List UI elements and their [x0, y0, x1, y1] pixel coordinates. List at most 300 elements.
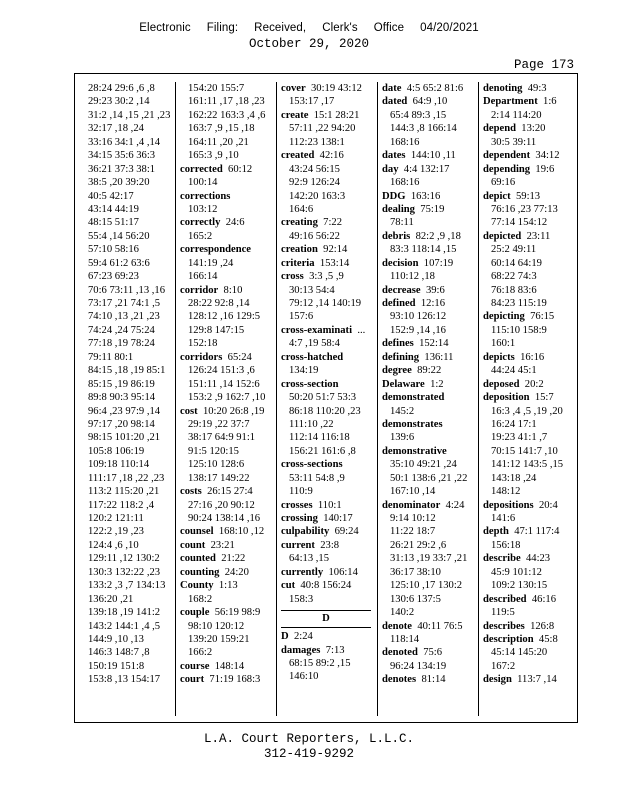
index-entry: counting 24:20 — [180, 566, 249, 578]
index-reference-line: 100:14 — [188, 177, 218, 189]
index-reference-line: 156:21 161:6 ,8 — [289, 445, 356, 457]
index-entry: Department 1:6 — [483, 96, 557, 108]
reporter-phone: 312-419-9292 — [263, 747, 354, 761]
index-reference-line: 34:15 35:6 36:3 — [88, 150, 156, 162]
index-reference-line: 76:18 83:6 — [491, 284, 537, 296]
index-reference-line: 77:18 ,19 78:24 — [88, 338, 155, 350]
index-term: create — [281, 109, 309, 121]
index-reference-line: 139:20 159:21 — [188, 633, 250, 645]
index-reference-line: 96:4 ,23 97:9 ,14 — [88, 405, 161, 417]
index-term: denotes — [382, 674, 417, 686]
index-reference-line: 67:23 69:23 — [88, 271, 139, 283]
index-term: crosses — [281, 499, 313, 511]
index-term: count — [180, 539, 206, 551]
index-reference-line: 30:5 39:11 — [491, 136, 537, 148]
index-reference-line: 96:24 134:19 — [390, 660, 447, 672]
index-reference-line: 139:18 ,19 141:2 — [88, 607, 161, 619]
index-term: counting — [180, 566, 220, 578]
index-reference-line: 125:10 128:6 — [188, 459, 245, 471]
index-entry: denoted 75:6 — [382, 647, 443, 659]
index-term: cross-examinati — [281, 324, 353, 336]
index-entry — [281, 351, 377, 364]
index-reference-line: 2:14 114:20 — [491, 109, 542, 121]
index-entry: cross-examinati ... — [281, 324, 366, 336]
index-term: denoting — [483, 83, 523, 94]
index-reference-line: 48:15 51:17 — [88, 217, 139, 229]
index-entry — [180, 243, 276, 256]
index-reference-line: 124:4 ,6 ,10 — [88, 539, 139, 551]
index-reference-line: 109:2 130:15 — [491, 580, 548, 592]
index-term: cut — [281, 580, 296, 592]
index-entry: date 4:5 65:2 81:6 — [382, 83, 464, 94]
index-entry: cross 3:3 ,5 ,9 — [281, 271, 344, 283]
index-term: counted — [180, 553, 216, 565]
index-reference-line: 140:2 — [390, 607, 415, 619]
index-reference-line: 146:3 148:7 ,8 — [88, 647, 150, 659]
index-entry: dated 64:9 ,10 — [382, 96, 448, 108]
index-reference-line: 89:8 90:3 95:14 — [88, 392, 156, 404]
index-reference-line: 73:17 ,21 74:1 ,5 — [88, 298, 161, 309]
index-reference-line: 38:17 64:9 91:1 — [188, 432, 256, 444]
index-term: criteria — [281, 257, 315, 269]
index-term: County — [180, 580, 214, 592]
index-reference-line: 110:12 ,18 — [390, 271, 435, 283]
index-term: depict — [483, 190, 511, 202]
index-reference-line: 141:12 143:5 ,15 — [491, 459, 564, 471]
index-entry: defining 136:11 — [382, 351, 454, 363]
index-entry: defined 12:16 — [382, 298, 445, 309]
index-term: depending — [483, 163, 531, 175]
index-reference-line: 152:18 — [188, 338, 218, 350]
index-entry: depicted 23:11 — [483, 230, 551, 242]
index-reference-line: 111:10 ,22 — [289, 418, 334, 430]
column-divider — [377, 82, 378, 716]
index-reference-line: 130:6 137:5 — [390, 593, 441, 605]
index-reference-line: 156:18 — [491, 539, 521, 551]
index-reference-line: 98:10 120:12 — [188, 620, 245, 632]
index-column — [88, 82, 180, 687]
index-entry: decision 107:19 — [382, 257, 454, 269]
index-term: dated — [382, 96, 408, 108]
index-reference-line: 163:7 ,9 ,15 ,18 — [188, 123, 255, 135]
index-reference-line: 84:15 ,18 ,19 85:1 — [88, 365, 166, 377]
index-reference-line: 9:14 10:12 — [390, 513, 436, 524]
index-reference-line: 29:19 ,22 37:7 — [188, 418, 250, 430]
page-footer — [0, 732, 618, 762]
index-reference-line: 45:9 101:12 — [491, 566, 542, 578]
index-entry: create 15:1 28:21 — [281, 109, 360, 121]
index-reference-line: 112:23 138:1 — [289, 136, 345, 148]
index-reference-line: 142:20 163:3 — [289, 190, 346, 202]
index-term: date — [382, 83, 402, 94]
index-entry — [382, 391, 478, 404]
section-divider — [281, 606, 377, 630]
index-term: depicting — [483, 311, 525, 323]
index-reference-line: 138:17 149:22 — [188, 472, 250, 484]
index-entry — [382, 445, 478, 458]
index-entry: corridors 65:24 — [180, 351, 252, 363]
index-reference-line: 77:14 154:12 — [491, 217, 548, 229]
filing-word: Office — [373, 22, 405, 34]
index-term: defines — [382, 338, 414, 350]
index-term: currently — [281, 566, 324, 578]
index-term: dates — [382, 150, 406, 162]
index-reference-line: 113:2 115:20 ,21 — [88, 486, 160, 498]
index-reference-line: 164:6 — [289, 203, 314, 215]
index-reference-line: 50:1 138:6 ,21 ,22 — [390, 472, 468, 484]
index-reference-line: 31:2 ,14 ,15 ,21 ,23 — [88, 109, 171, 121]
index-term: decision — [382, 257, 419, 269]
index-entry: created 42:16 — [281, 150, 344, 162]
index-term: design — [483, 674, 512, 686]
index-entry: dependent 34:12 — [483, 150, 560, 162]
index-reference-line: 168:16 — [390, 136, 420, 148]
index-reference-line: 64:13 ,15 — [289, 553, 330, 565]
index-term: crossing — [281, 513, 318, 524]
index-reference-line: 153:8 ,13 154:17 — [88, 674, 161, 686]
index-reference-line: 118:14 — [390, 633, 420, 645]
index-reference-line: 38:5 ,20 39:20 — [88, 177, 150, 189]
index-reference-line: 165:3 ,9 ,10 — [188, 150, 239, 162]
index-term: counsel — [180, 526, 214, 538]
index-entry: court 71:19 168:3 — [180, 674, 261, 686]
index-entry: corridor 8:10 — [180, 284, 243, 296]
index-term: depositions — [483, 499, 534, 511]
index-entry: dealing 75:19 — [382, 203, 445, 215]
index-entry: crossing 140:17 — [281, 513, 353, 524]
index-reference-line: 128:12 ,16 129:5 — [188, 311, 261, 323]
index-reference-line: 141:19 ,24 — [188, 257, 234, 269]
index-term: cross-section — [281, 378, 339, 390]
index-entry: Delaware 1:2 — [382, 378, 444, 390]
index-term: correctly — [180, 217, 221, 229]
index-reference-line: 160:1 — [491, 338, 516, 350]
index-term: cross-hatched — [281, 351, 344, 363]
index-reference-line: 70:15 141:7 ,10 — [491, 445, 558, 457]
index-reference-line: 28:22 92:8 ,14 — [188, 298, 250, 309]
index-reference-line: 33:16 34:1 ,4 ,14 — [88, 136, 161, 148]
index-term: degree — [382, 365, 412, 377]
index-reference-line: 154:20 155:7 — [188, 83, 245, 94]
index-reference-line: 19:23 41:1 ,7 — [491, 432, 548, 444]
index-reference-line: 164:11 ,20 ,21 — [188, 136, 249, 148]
index-reference-line: 119:5 — [491, 607, 515, 619]
index-reference-line: 68:15 89:2 ,15 — [289, 657, 351, 669]
index-reference-line: 26:21 29:2 ,6 — [390, 539, 447, 551]
index-entry: corrected 60:12 — [180, 163, 253, 175]
index-entry: depicting 76:15 — [483, 311, 555, 323]
index-reference-line: 32:17 ,18 ,24 — [88, 123, 144, 135]
index-term: describes — [483, 620, 525, 632]
index-reference-line: 97:17 ,20 98:14 — [88, 418, 155, 430]
index-entry: creating 7:22 — [281, 217, 343, 229]
index-reference-line: 157:6 — [289, 311, 314, 323]
index-entry: cost 10:20 26:8 ,19 — [180, 405, 265, 417]
page-number: Page 173 — [513, 58, 574, 72]
index-reference-line: 93:10 126:12 — [390, 311, 447, 323]
index-entry: deposed 20:2 — [483, 378, 544, 390]
index-term: Delaware — [382, 378, 425, 390]
section-letter: D — [322, 613, 330, 625]
index-entry: cut 40:8 156:24 — [281, 580, 352, 592]
index-reference-line: 4:7 ,19 58:4 — [289, 338, 340, 350]
index-reference-line: 141:6 — [491, 513, 516, 524]
index-entry: debris 82:2 ,9 ,18 — [382, 230, 461, 242]
index-reference-line: 60:14 64:19 — [491, 257, 542, 269]
index-reference-line: 84:23 115:19 — [491, 298, 547, 309]
index-term: correspondence — [180, 244, 252, 256]
index-reference-line: 35:10 49:21 ,24 — [390, 459, 457, 471]
index-reference-line: 143:2 144:1 ,4 ,5 — [88, 620, 161, 632]
index-reference-line: 151:11 ,14 152:6 — [188, 378, 260, 390]
index-reference-line: 125:10 ,17 130:2 — [390, 580, 463, 592]
index-reference-line: 36:21 37:3 38:1 — [88, 163, 156, 175]
index-reference-line: 40:5 42:17 — [88, 190, 134, 202]
index-reference-line: 65:4 89:3 ,15 — [390, 109, 447, 121]
index-term: denominator — [382, 499, 441, 511]
index-reference-line: 165:2 — [188, 230, 213, 242]
index-reference-line: 150:19 151:8 — [88, 660, 145, 672]
index-term: cross-sections — [281, 459, 343, 471]
index-reference-line: 110:9 — [289, 486, 313, 498]
filing-stamp — [0, 22, 618, 34]
index-reference-line: 44:24 45:1 — [491, 365, 537, 377]
index-entry: count 23:21 — [180, 539, 235, 551]
index-term: deposed — [483, 378, 520, 390]
index-entry: course 148:14 — [180, 660, 245, 672]
index-reference-line: 59:4 61:2 63:6 — [88, 257, 150, 269]
index-reference-line: 134:19 — [289, 365, 319, 377]
column-divider — [276, 82, 277, 716]
index-entry: D 2:24 — [281, 631, 313, 643]
index-reference-line: 115:10 158:9 — [491, 324, 547, 336]
index-term: creation — [281, 244, 318, 256]
filing-word: Electronic — [139, 22, 191, 34]
index-entry — [382, 418, 478, 431]
index-term: depend — [483, 123, 516, 135]
index-entry: denoting 49:3 — [483, 83, 547, 94]
index-term: corrections — [180, 190, 231, 202]
index-term: defining — [382, 351, 420, 363]
index-column — [281, 82, 377, 684]
index-reference-line: 16:3 ,4 ,5 ,19 ,20 — [491, 405, 563, 417]
index-entry: cover 30:19 43:12 — [281, 83, 362, 94]
index-reference-line: 86:18 110:20 ,23 — [289, 405, 361, 417]
index-reference-line: 120:2 121:11 — [88, 513, 144, 524]
index-reference-line: 168:16 — [390, 177, 420, 189]
index-term: DDG — [382, 190, 406, 202]
index-reference-line: 76:16 ,23 77:13 — [491, 203, 558, 215]
index-entry: describes 126:8 — [483, 620, 555, 632]
index-entry: correctly 24:6 — [180, 217, 245, 229]
section-rule — [281, 627, 371, 628]
index-reference-line: 29:23 30:2 ,14 — [88, 96, 150, 108]
index-reference-line: 153:17 ,17 — [289, 96, 335, 108]
index-term: defined — [382, 298, 416, 309]
index-term: depth — [483, 526, 509, 538]
index-term: creating — [281, 217, 318, 229]
index-entry: crosses 110:1 — [281, 499, 342, 511]
index-reference-line: 25:2 49:11 — [491, 244, 537, 256]
index-reference-line: 43:24 56:15 — [289, 163, 340, 175]
index-entry: County 1:13 — [180, 580, 238, 592]
index-entry: defines 152:14 — [382, 338, 449, 350]
index-term: denote — [382, 620, 413, 632]
index-term: dependent — [483, 150, 531, 162]
index-reference-line: 144:3 ,8 166:14 — [390, 123, 457, 135]
index-reference-line: 129:8 147:15 — [188, 324, 245, 336]
index-term: demonstrated — [382, 392, 445, 404]
index-term: deposition — [483, 392, 530, 404]
index-entry: day 4:4 132:17 — [382, 163, 450, 175]
index-reference-line: 133:2 ,3 ,7 134:13 — [88, 580, 166, 592]
index-term: D — [281, 631, 289, 643]
index-term: describe — [483, 553, 521, 565]
index-reference-line: 49:16 56:22 — [289, 230, 340, 242]
index-reference-line: 83:3 118:14 ,15 — [390, 244, 457, 256]
index-reference-line: 167:10 ,14 — [390, 486, 436, 498]
index-entry: depend 13:20 — [483, 123, 546, 135]
index-column — [382, 82, 478, 687]
index-reference-line: 90:24 138:14 ,16 — [188, 513, 261, 524]
filing-word: Clerk's — [322, 22, 358, 34]
index-term: Department — [483, 96, 538, 108]
index-reference-line: 57:11 ,22 94:20 — [289, 123, 356, 135]
index-entry: depicts 16:16 — [483, 351, 545, 363]
index-term: demonstrative — [382, 445, 447, 457]
index-reference-line: 112:14 116:18 — [289, 432, 350, 444]
filing-word: Received, — [254, 22, 307, 34]
index-column — [180, 82, 276, 687]
index-reference-line: 57:10 58:16 — [88, 244, 139, 256]
index-term: damages — [281, 644, 321, 656]
column-divider — [478, 82, 479, 716]
index-reference-line: 109:18 110:14 — [88, 459, 150, 471]
index-entry: dates 144:10 ,11 — [382, 150, 456, 162]
index-reference-line: 55:4 ,14 56:20 — [88, 230, 150, 242]
index-reference-line: 111:17 ,18 ,22 ,23 — [88, 472, 165, 484]
index-reference-line: 79:11 80:1 — [88, 351, 134, 363]
index-term: denoted — [382, 647, 418, 659]
index-entry — [180, 190, 276, 203]
index-entry: damages 7:13 — [281, 644, 345, 656]
index-reference-line: 43:14 44:19 — [88, 203, 139, 215]
index-term: corrected — [180, 163, 223, 175]
index-entry — [281, 458, 377, 471]
index-term: costs — [180, 486, 202, 498]
index-reference-line: 74:10 ,13 ,21 ,23 — [88, 311, 160, 323]
index-reference-line: 129:11 ,12 130:2 — [88, 553, 160, 565]
index-reference-line: 117:22 118:2 ,4 — [88, 499, 155, 511]
index-reference-line: 11:22 18:7 — [390, 526, 436, 538]
index-reference-line: 143:18 ,24 — [491, 472, 537, 484]
index-reference-line: 148:12 — [491, 486, 521, 498]
index-term: debris — [382, 230, 411, 242]
index-term: cross — [281, 271, 304, 283]
column-divider — [175, 82, 176, 716]
index-reference-line: 30:13 54:4 — [289, 284, 335, 296]
index-reference-line: 161:11 ,17 ,18 ,23 — [188, 96, 265, 108]
index-entry: depth 47:1 117:4 — [483, 526, 560, 538]
index-reference-line: 31:13 ,19 33:7 ,21 — [390, 553, 468, 565]
index-reference-line: 74:24 ,24 75:24 — [88, 324, 155, 336]
filing-word: Filing: — [206, 22, 239, 34]
index-reference-line: 168:2 — [188, 593, 213, 605]
index-term: depicts — [483, 351, 515, 363]
index-term: corridors — [180, 351, 223, 363]
index-entry: culpability 69:24 — [281, 526, 359, 538]
index-entry: decrease 39:6 — [382, 284, 445, 296]
section-rule — [281, 610, 371, 611]
index-entry: denotes 81:14 — [382, 674, 446, 686]
index-reference-line: 162:22 163:3 ,4 ,6 — [188, 109, 266, 121]
index-term: description — [483, 633, 534, 645]
index-reference-line: 16:24 17:1 — [491, 418, 537, 430]
index-reference-line: 139:6 — [390, 432, 415, 444]
index-term: described — [483, 593, 527, 605]
index-entry: DDG 163:16 — [382, 190, 441, 202]
index-entry: design 113:7 ,14 — [483, 674, 557, 686]
index-reference-line: 69:16 — [491, 177, 516, 189]
index-entry: costs 26:15 27:4 — [180, 486, 253, 498]
index-reference-line: 103:12 — [188, 203, 218, 215]
index-entry: couple 56:19 98:9 — [180, 607, 261, 619]
index-reference-line: 91:5 120:15 — [188, 445, 239, 457]
index-entry: denote 40:11 76:5 — [382, 620, 463, 632]
index-reference-line: 153:2 ,9 162:7 ,10 — [188, 392, 266, 404]
index-reference-line: 36:17 38:10 — [390, 566, 441, 578]
index-term: court — [180, 674, 205, 686]
index-reference-line: 158:3 — [289, 593, 314, 605]
index-reference-line: 79:12 ,14 140:19 — [289, 298, 362, 309]
index-entry: describe 44:23 — [483, 553, 551, 565]
index-entry: deposition 15:7 — [483, 392, 554, 404]
index-entry: depict 59:13 — [483, 190, 541, 202]
index-reference-line: 136:20 ,21 — [88, 593, 134, 605]
index-term: demonstrates — [382, 418, 443, 430]
index-reference-line: 92:9 126:24 — [289, 177, 340, 189]
document-date: October 29, 2020 — [248, 37, 370, 51]
index-entry: currently 106:14 — [281, 566, 358, 578]
index-term: corridor — [180, 284, 219, 296]
index-reference-line: 130:3 132:22 ,23 — [88, 566, 161, 578]
index-entry: criteria 153:14 — [281, 257, 350, 269]
index-entry: depositions 20:4 — [483, 499, 558, 511]
index-reference-line: 167:2 — [491, 660, 516, 672]
index-reference-line: 146:10 — [289, 671, 319, 683]
index-reference-line: 152:9 ,14 ,16 — [390, 324, 446, 336]
index-term: cover — [281, 83, 306, 94]
index-column — [483, 82, 575, 687]
index-entry: creation 92:14 — [281, 244, 348, 256]
index-term: decrease — [382, 284, 421, 296]
index-entry: degree 89:22 — [382, 365, 442, 377]
index-reference-line: 105:8 106:19 — [88, 445, 145, 457]
index-reference-line: 70:6 73:11 ,13 ,16 — [88, 284, 166, 296]
index-reference-line: 144:9 ,10 ,13 — [88, 633, 144, 645]
index-reference-line: 78:11 — [390, 217, 414, 229]
index-reference-line: 68:22 74:3 — [491, 271, 537, 283]
index-reference-line: 27:16 ,20 90:12 — [188, 499, 255, 511]
filing-word: 04/20/2021 — [420, 22, 479, 34]
index-reference-line: 166:14 — [188, 271, 218, 283]
index-term: couple — [180, 607, 210, 619]
index-term: dealing — [382, 203, 415, 215]
index-entry: described 46:16 — [483, 593, 556, 605]
index-reference-line: 28:24 29:6 ,6 ,8 — [88, 83, 155, 94]
index-term: current — [281, 539, 315, 551]
index-entry: depending 19:6 — [483, 163, 555, 175]
